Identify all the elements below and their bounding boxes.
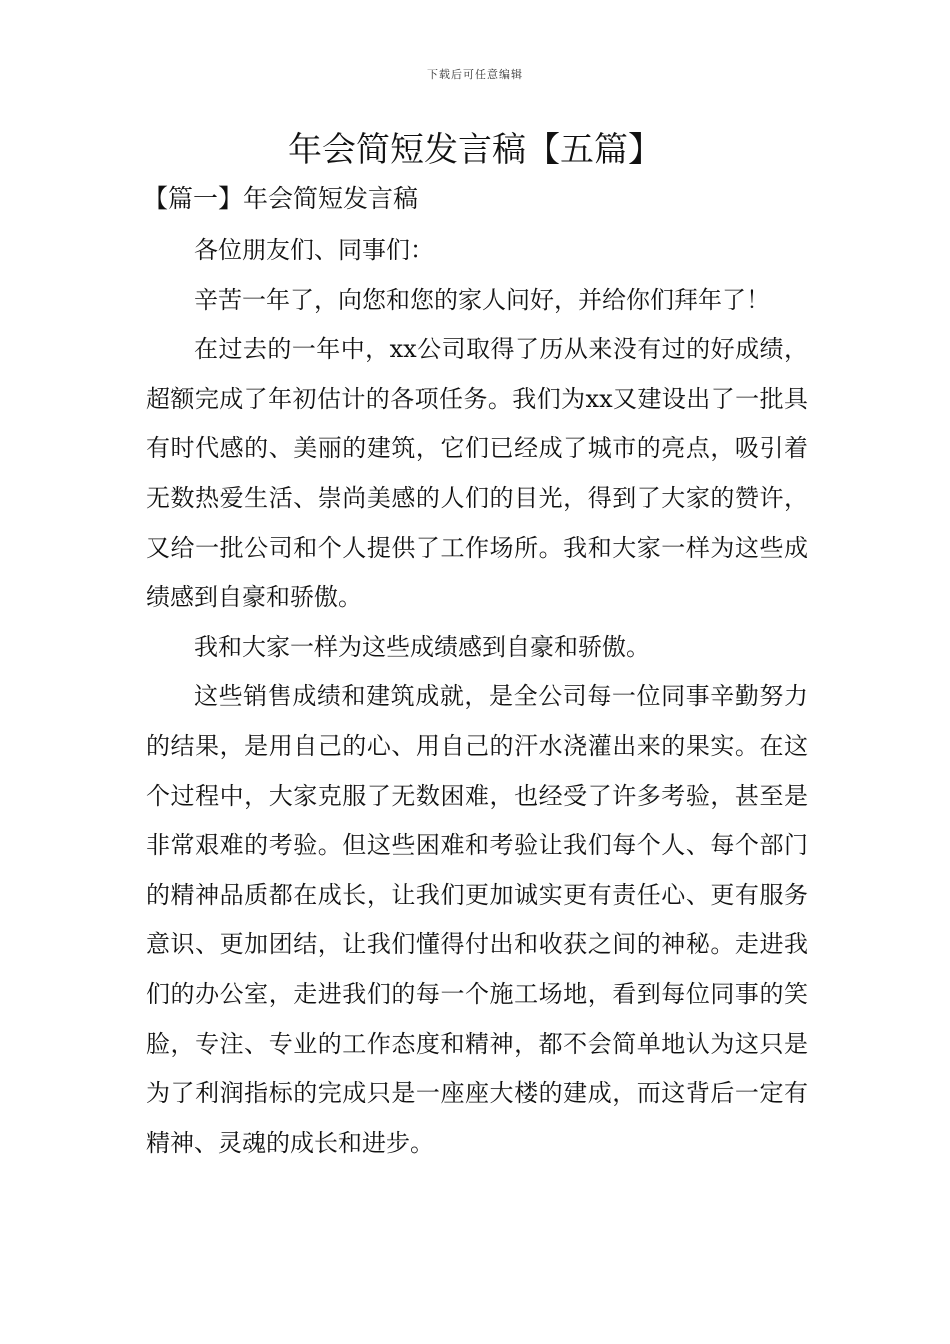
section-heading: 【篇一】年会简短发言稿 <box>143 184 419 213</box>
paragraph-wishes: 辛苦一年了，向您和您的家人问好，并给你们拜年了！ <box>194 285 770 314</box>
document-title: 年会简短发言稿【五篇】 <box>288 130 662 170</box>
header-note: 下载后可任意编辑 <box>427 68 523 81</box>
document-body <box>146 226 808 1168</box>
paragraph-achievements: 在过去的一年中，xx公司取得了历从来没有过的好成绩，超额完成了年初估计的各项任务。我们为xx又建设出了一批具有时代感的、美丽的建筑，它们已经成了城市的亮点，吸引着无数热爱生活、崇尚美感的人们的目光，得到了大家的赞许，又给一批公司和个人提供了工作场所。我和大家一样为这些成绩感到自豪和骄傲。 <box>146 335 808 612</box>
paragraph-greeting: 各位朋友们、同事们： <box>194 236 434 264</box>
paragraph-pride: 我和大家一样为这些成绩感到自豪和骄傲。 <box>194 632 650 661</box>
paragraph-effort: 这些销售成绩和建筑成就，是全公司每一位同事辛勤努力的结果，是用自己的心、用自己的汗水浇灌出来的果实。在这个过程中，大家克服了无数困难，也经受了许多考验，甚至是非常艰难的考验。但这些困难和考验让我们每个人、每个部门的精神品质都在成长，让我们更加诚实更有责任心、更有服务意识、更加团结，让我们懂得付出和收获之间的神秘。走进我们的办公室，走进我们的每一个施工场地，看到每位同事的笑脸，专注、专业的工作态度和精神，都不会简单地认为这只是为了利润指标的完成只是一座座大楼的建成，而这背后一定有精神、灵魂的成长和进步。 <box>146 682 808 1157</box>
